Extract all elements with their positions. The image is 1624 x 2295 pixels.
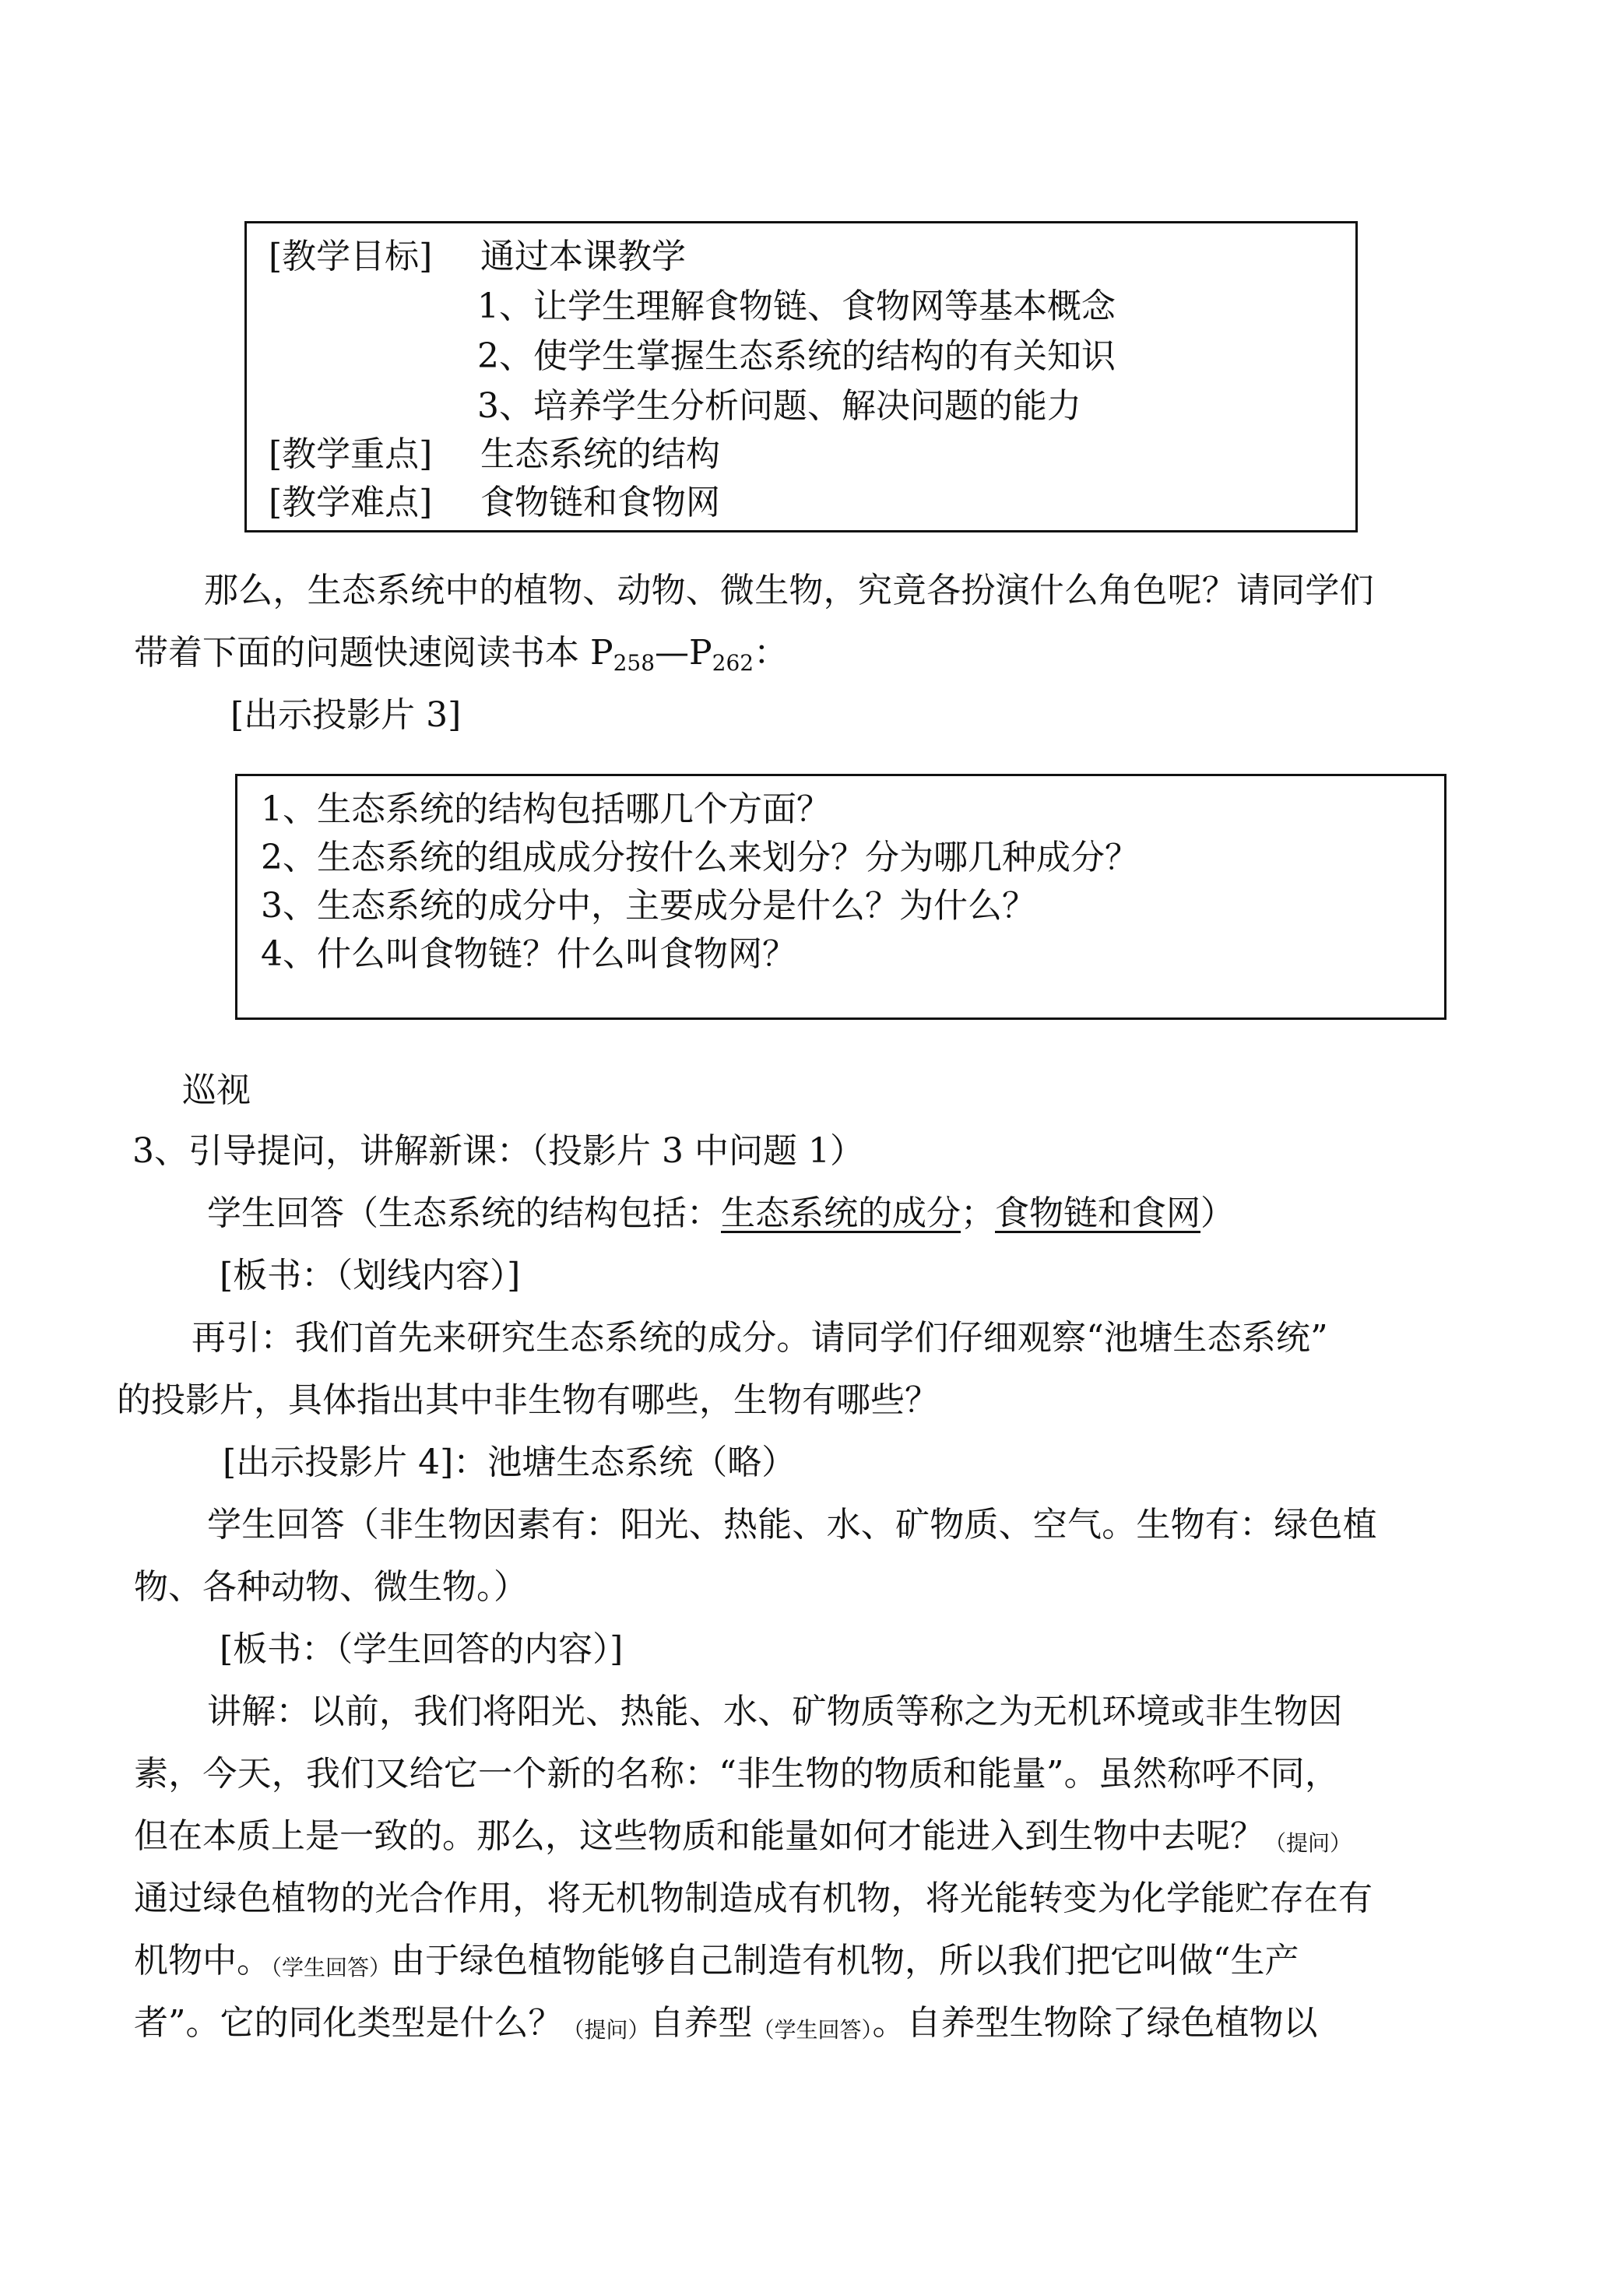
difficulty-label: [教学难点] <box>269 483 433 522</box>
explain-line-2: 素，今天，我们又给它一个新的名称：“非生物的物质和能量”。虽然称呼不同， <box>134 1754 1340 1794</box>
slide-4-label: [出示投影片 4]：池塘生态系统（略） <box>223 1443 796 1482</box>
intro-line-2-text: 带着下面的问题快速阅读书本 P <box>134 633 613 673</box>
key-text: 生态系统的结构 <box>480 434 720 474</box>
answer-1-suffix: ） <box>1200 1193 1235 1233</box>
intro-line-1: 那么，生态系统中的植物、动物、微生物，究竟各扮演什么角色呢？请同学们 <box>204 571 1374 610</box>
explain-line-5-b: 由于绿色植物能够自己制造有机物，所以我们把它叫做“生产 <box>391 1941 1299 1980</box>
slide-3-label: [出示投影片 3] <box>230 695 462 735</box>
answer-2-line-1: 学生回答（非生物因素有：阳光、热能、水、矿物质、空气。生物有：绿色植 <box>207 1505 1377 1545</box>
note-ask: （提问） <box>1264 1830 1352 1856</box>
note-ask-2: （提问） <box>562 2017 650 2043</box>
answer-1-sep: ； <box>961 1193 995 1233</box>
objectives-box <box>244 221 1358 532</box>
page-dash: —P <box>655 633 712 673</box>
question-item: 3、生态系统的成分中，主要成分是什么？为什么？ <box>261 886 1036 926</box>
reintro-line-2: 的投影片，具体指出其中非生物有哪些，生物有哪些？ <box>117 1380 939 1420</box>
goal-intro: 通过本课教学 <box>480 237 686 276</box>
explain-line-6 <box>134 1999 1318 2047</box>
question-item: 4、什么叫食物链？什么叫食物网？ <box>261 934 796 974</box>
page-from: 258 <box>613 650 656 676</box>
note-student-answer: （学生回答） <box>271 1955 392 1980</box>
note-student-answer-2: （学生回答） <box>752 2017 873 2043</box>
reintro-line-1: 再引：我们首先来研究生态系统的成分。请同学们仔细观察“池塘生态系统” <box>192 1318 1328 1358</box>
step-3-heading: 3、引导提问，讲解新课：（投影片 3 中问题 1） <box>132 1131 864 1171</box>
intro-line-2-end: ： <box>754 633 789 673</box>
explain-line-3 <box>134 1812 1352 1861</box>
underlined-ecosystem-components: 生态系统的成分 <box>721 1193 961 1233</box>
goal-item: 2、使学生掌握生态系统的结构的有关知识 <box>477 336 1116 376</box>
goal-label: [教学目标] <box>269 237 433 276</box>
questions-box <box>235 774 1446 1020</box>
intro-line-2 <box>134 629 788 677</box>
explain-line-6-b: 自养型 <box>649 2003 753 2043</box>
question-item: 2、生态系统的组成成分按什么来划分？分为哪几种成分？ <box>261 838 1139 877</box>
answer-1-prefix: 学生回答（生态系统的结构包括： <box>207 1193 721 1233</box>
explain-line-1: 讲解：以前，我们将阳光、热能、水、矿物质等称之为无机环境或非生物因 <box>207 1692 1343 1731</box>
explain-line-3-text: 但在本质上是一致的。那么，这些物质和能量如何才能进入到生物中去呢？ <box>134 1816 1264 1856</box>
key-label: [教学重点] <box>269 434 433 474</box>
board-note-2: [板书：（学生回答的内容）] <box>220 1629 624 1669</box>
explain-line-6-c: 。自养型生物除了绿色植物以 <box>872 2003 1318 2043</box>
explain-line-5 <box>134 1937 1299 1985</box>
patrol-text: 巡视 <box>182 1070 251 1110</box>
underlined-food-chain-web: 食物链和食网 <box>995 1193 1200 1233</box>
student-answer-1 <box>207 1190 1235 1238</box>
explain-line-6-a: 者”。它的同化类型是什么？ <box>134 2003 563 2043</box>
difficulty-text: 食物链和食物网 <box>480 483 720 522</box>
answer-2-line-2: 物、各种动物、微生物。） <box>134 1567 528 1607</box>
goal-item: 1、让学生理解食物链、食物网等基本概念 <box>477 286 1116 326</box>
board-note-1: [板书：（划线内容）] <box>220 1256 521 1295</box>
page-to: 262 <box>712 650 754 676</box>
explain-line-4: 通过绿色植物的光合作用，将无机物制造成有机物，将光能转变为化学能贮存在有 <box>134 1879 1373 1918</box>
explain-line-5-a: 机物中。 <box>134 1941 271 1980</box>
goal-item: 3、培养学生分析问题、解决问题的能力 <box>477 386 1081 426</box>
question-item: 1、生态系统的结构包括哪几个方面？ <box>261 789 831 829</box>
